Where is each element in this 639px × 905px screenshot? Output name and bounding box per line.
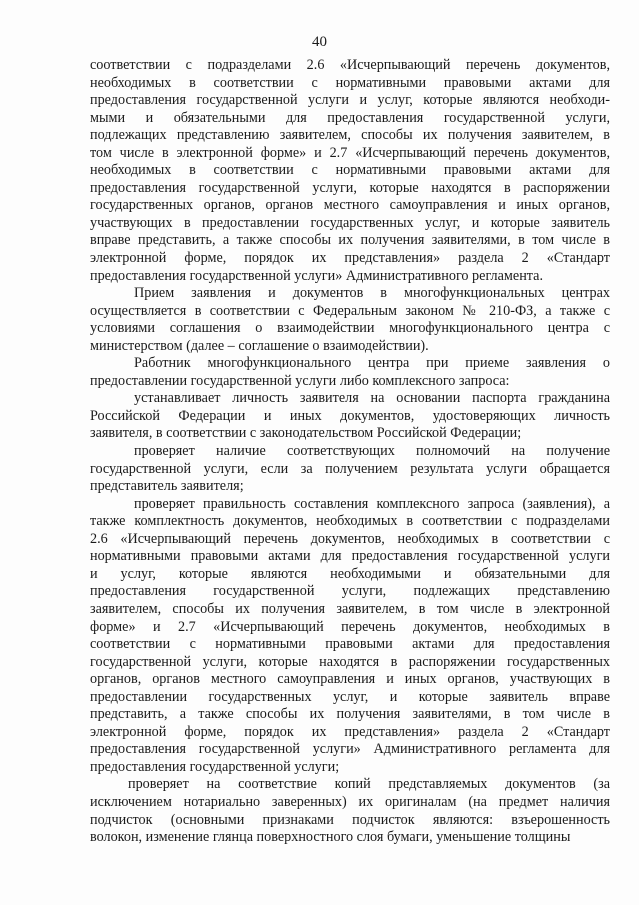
text-line: предоставления государственной услуги, которые находятся в распоряжении (90, 179, 610, 196)
text-line: условиями соглашения о взаимодействии многофункционального центра с (90, 320, 610, 337)
text-line: проверяет правильность составления комплексного запроса (заявления), а (134, 495, 610, 512)
text-line: предоставления государственной услуги, подлежащих представлению (90, 583, 610, 600)
text-line: необходимых в соответствии с нормативными правовыми актами для (90, 74, 610, 91)
text-line: осуществляется в соответствии с Федеральным законом № 210-ФЗ, а также с (90, 302, 610, 319)
text-line: форме» и 2.7 «Исчерпывающий перечень документов, необходимых в (90, 618, 610, 635)
paragraph (90, 57, 610, 285)
text-line: министерством (далее – соглашение о взаимодействии). (90, 337, 429, 354)
text-line: представитель заявителя; (90, 478, 244, 495)
text-line: подлежащих представлению заявителем, способы их получения заявителем, в (90, 127, 610, 144)
text-line: волокон, изменение глянца поверхностного слоя бумаги, уменьшение толщины (90, 829, 571, 846)
text-line: электронной форме, порядок их представления» раздела 2 «Стандарт (90, 723, 610, 740)
text-line: также комплектность документов, необходимых в соответствии с подразделами (90, 513, 610, 530)
paragraph (90, 390, 610, 443)
text-line: необходимых в соответствии с нормативными правовыми актами для (90, 162, 610, 179)
text-line: предоставлении государственных услуг, и которые заявитель вправе (90, 688, 610, 705)
text-line: Работник многофункционального центра при приеме заявления о (134, 355, 610, 372)
text-line: исключением нотариально заверенных) их оригиналам (на предмет наличия (90, 793, 610, 810)
text-line: устанавливает личность заявителя на основании паспорта гражданина (134, 390, 610, 407)
text-line: подчисток (основными признаками подчисток являются: взъерошенность (90, 811, 610, 828)
text-line: участвующих в предоставлении государственных услуг, и которые заявитель (90, 214, 610, 231)
text-line: государственной услуги, если за получением результата услуги обращается (90, 460, 610, 477)
paragraph (90, 285, 610, 355)
text-line: представить, а также способы их получения заявителями, в том числе в (90, 706, 610, 723)
page-number: 40 (312, 34, 327, 50)
text-line: государственной услуги, которые находятся в распоряжении государственных (90, 653, 610, 670)
text-line: Прием заявления и документов в многофункциональных центрах (134, 285, 610, 302)
text-line: органов, органов местного самоуправления и иных органов, участвующих в (90, 671, 610, 688)
text-line: проверяет наличие соответствующих полномочий на получение (134, 443, 610, 460)
text-line: предоставлении государственной услуги либо комплексного запроса: (90, 372, 510, 389)
paragraph (90, 355, 610, 390)
text-line: 2.6 «Исчерпывающий перечень документов, необходимых в соответствии с (90, 530, 610, 547)
text-line: Российской Федерации и иных документов, удостоверяющих личность (90, 407, 610, 424)
paragraph (90, 443, 610, 496)
text-line: соответствии с подразделами 2.6 «Исчерпывающий перечень документов, (90, 57, 610, 73)
text-line: том числе в электронной форме» и 2.7 «Исчерпывающий перечень документов, (90, 144, 610, 161)
text-line: электронной форме, порядок их представления» раздела 2 «Стандарт (90, 250, 610, 267)
paragraph (90, 496, 610, 777)
text-line: предоставления государственной услуги» Административного регламента. (90, 267, 544, 284)
document-body (90, 57, 610, 847)
text-line: заявителем, способы их получения заявителем, в том числе в электронной (90, 600, 610, 617)
text-line: предоставления государственной услуги» Административного регламента для (90, 741, 610, 758)
text-line: предоставления государственной услуги; (90, 758, 340, 775)
text-line: предоставления государственной услуги и услуг, которые являются необходи- (90, 92, 610, 109)
text-line: соответствии с нормативными правовыми актами для предоставления (90, 636, 610, 653)
text-line: вправе представить, а также способы их получения заявителями, в том числе в (90, 232, 610, 249)
paragraph (90, 776, 610, 846)
text-line: нормативными правовыми актами для предоставления государственной услуги (90, 548, 610, 565)
text-line: и услуг, которые являются необходимыми и обязательными для (90, 565, 610, 582)
text-line: мыми и обязательными для предоставления государственной услуги, (90, 109, 610, 126)
text-line: проверяет на соответствие копий представляемых документов (за (128, 776, 610, 793)
text-line: государственных органов, органов местного самоуправления и иных органов, (90, 197, 610, 214)
text-line: заявителя, в соответствии с законодательством Российской Федерации; (90, 425, 522, 442)
